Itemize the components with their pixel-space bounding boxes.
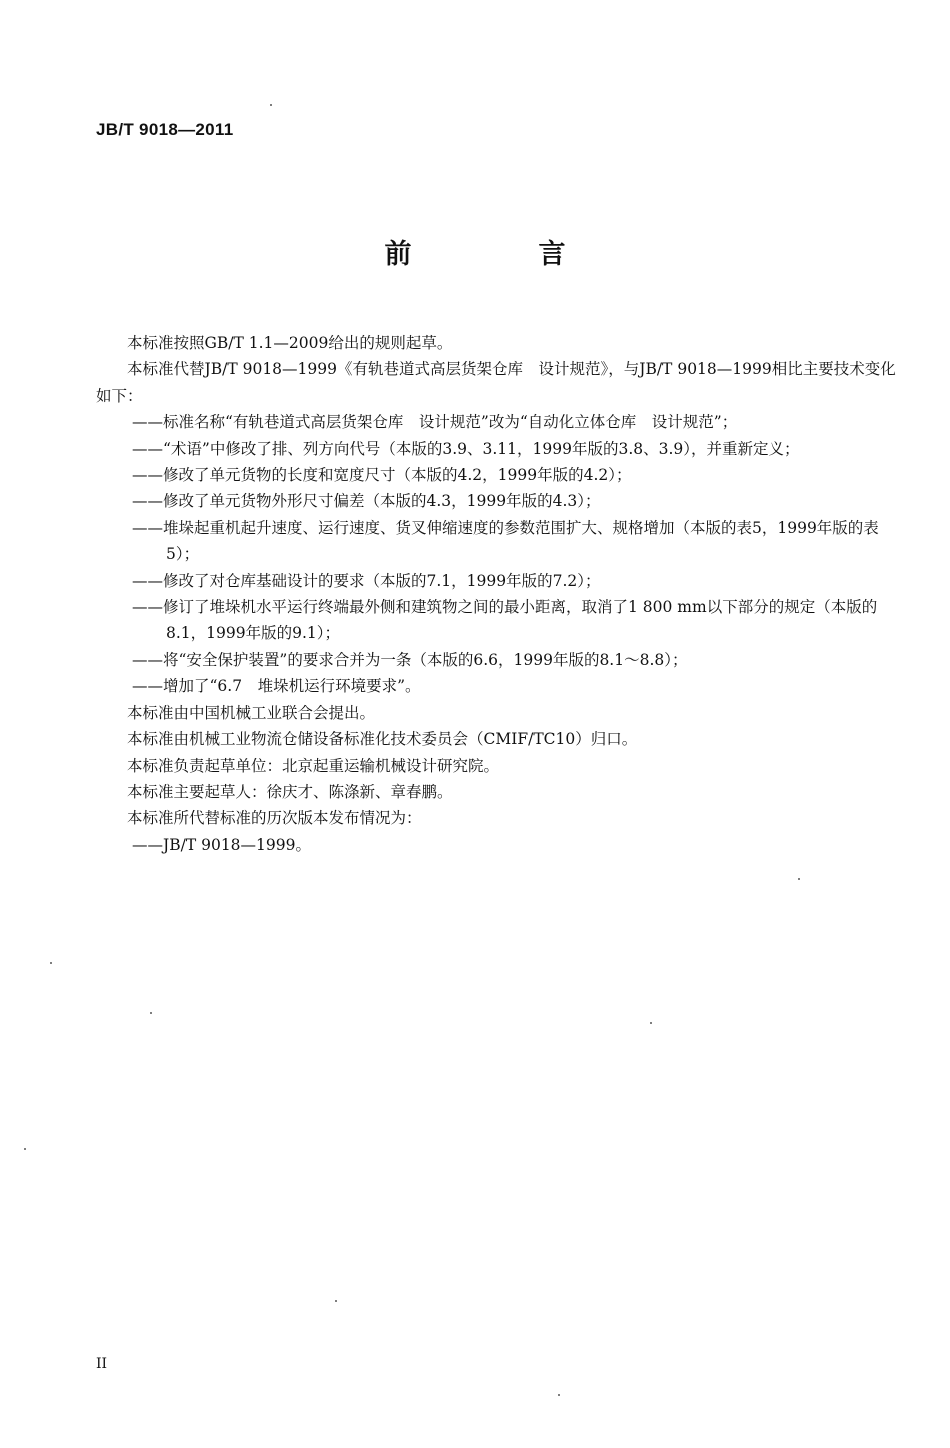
- page-number: II: [96, 1356, 108, 1372]
- change-item: ——修改了对仓库基础设计的要求（本版的7.1，1999年版的7.2）；: [132, 571, 601, 590]
- scan-speck: [270, 104, 272, 106]
- change-item: ——“术语”中修改了排、列方向代号（本版的3.9、3.11，1999年版的3.8、3.9），并重新定义；: [132, 439, 800, 458]
- paragraph: 本标准由机械工业物流仓储设备标准化技术委员会（CMIF/TC10）归口。: [127, 730, 638, 749]
- change-item: ——修改了单元货物的长度和宽度尺寸（本版的4.2，1999年版的4.2）；: [132, 466, 632, 485]
- paragraph: 本标准按照GB/T 1.1—2009给出的规则起草。: [127, 334, 453, 352]
- change-item: ——修订了堆垛机水平运行终端最外侧和建筑物之间的最小距离，取消了1 800 mm以下部分的规定（本版的8.1，1999年版的9.1）；: [132, 598, 878, 643]
- change-item: ——标准名称“有轨巷道式高层货架仓库 设计规范”改为“自动化立体仓库 设计规范”；: [132, 413, 738, 432]
- change-item: ——增加了“6.7 堆垛机运行环境要求”。: [132, 677, 421, 696]
- document-code: JB/T 9018—2011: [96, 120, 234, 139]
- scan-speck: [335, 1300, 337, 1302]
- paragraph: 本标准负责起草单位：北京起重运输机械设计研究院。: [127, 756, 500, 775]
- scan-speck: [798, 878, 800, 880]
- page-title: 前 言: [384, 239, 616, 270]
- scan-speck: [558, 1394, 560, 1396]
- scan-speck: [50, 962, 52, 964]
- scan-speck: [24, 1148, 26, 1150]
- paragraph: 本标准代替JB/T 9018—1999《有轨巷道式高层货架仓库 设计规范》，与JB/T 9018—1999相比主要技术变化如下：: [96, 360, 896, 405]
- change-item: ——将“安全保护装置”的要求合并为一条（本版的6.6，1999年版的8.1～8.8）；: [132, 650, 688, 669]
- scan-speck: [150, 1012, 152, 1014]
- history-item: ——JB/T 9018—1999。: [132, 835, 311, 854]
- scan-speck: [650, 1022, 652, 1024]
- change-item: ——堆垛起重机起升速度、运行速度、货叉伸缩速度的参数范围扩大、规格增加（本版的表5，1999年版的表5）；: [132, 518, 879, 564]
- document-body: [96, 330, 898, 858]
- paragraph: 本标准主要起草人：徐庆才、陈涤新、章春鹏。: [127, 782, 453, 801]
- paragraph: 本标准由中国机械工业联合会提出。: [127, 703, 376, 722]
- paragraph: 本标准所代替标准的历次版本发布情况为：: [127, 809, 422, 828]
- change-item: ——修改了单元货物外形尺寸偏差（本版的4.3，1999年版的4.3）；: [132, 492, 601, 511]
